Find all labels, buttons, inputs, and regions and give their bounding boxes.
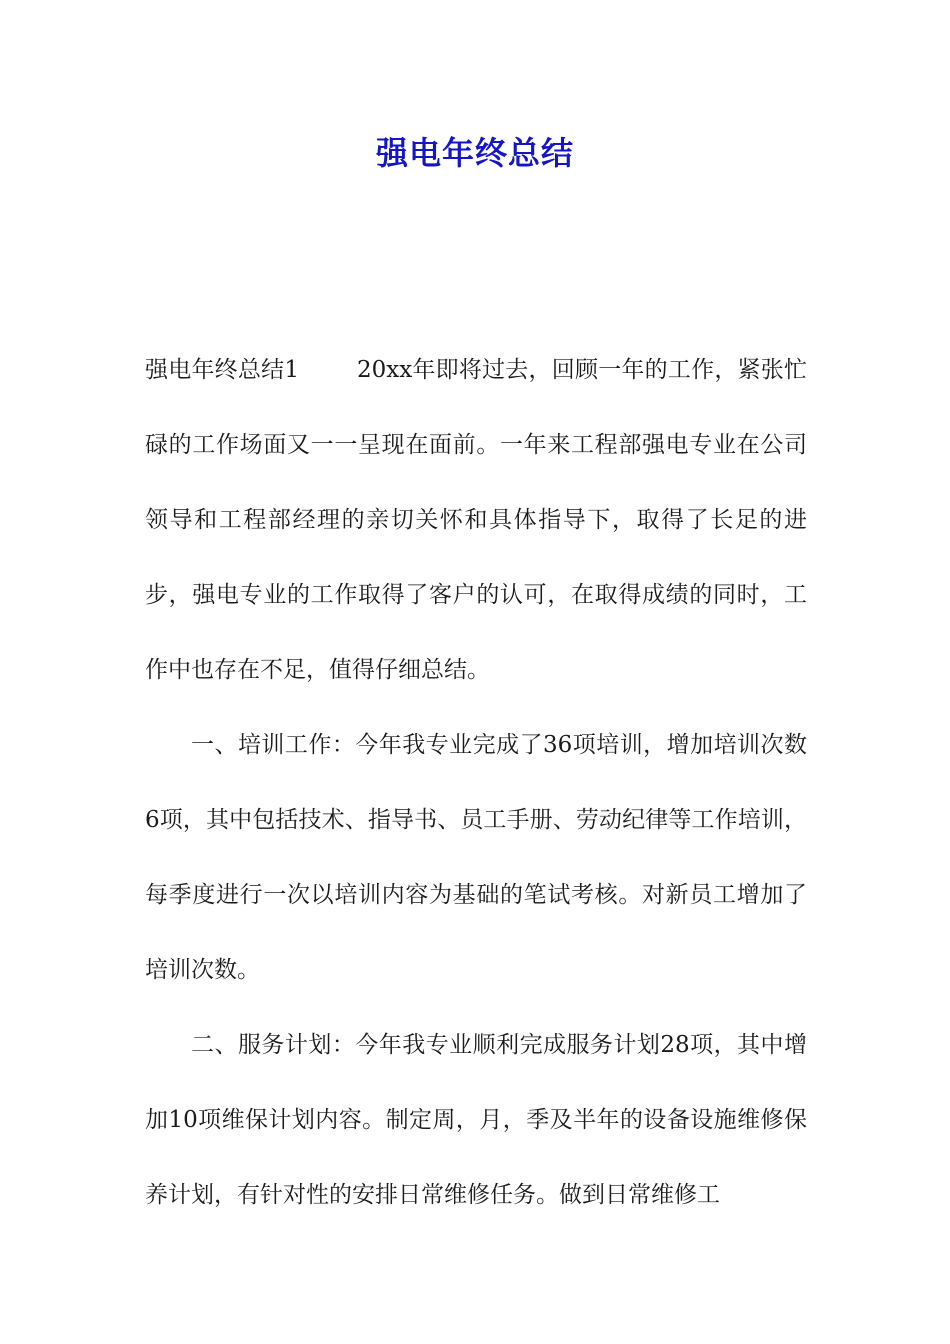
document-title: 强电年终总结	[375, 134, 574, 172]
paragraph-text: 20xx年即将过去，回顾一年的工作，紧张忙碌的工作场面又一一呈现在面前。一年来工程部强电专业在公司领导和工程部经理的亲切关怀和具体指导下，取得了长足的进步，强电专业的工作取得了客户的认可，在取得成绩的同时，工作中也存在不足，值得仔细总结。	[145, 357, 807, 683]
paragraph-service-plan: 二、服务计划：今年我专业顺利完成服务计划28项，其中增加10项维保计划内容。制定周，月，季及半年的设备设施维修保养计划，有针对性的安排日常维修任务。做到日常维修工	[145, 1032, 807, 1208]
document-body	[145, 333, 807, 1233]
paragraph-training: 一、培训工作：今年我专业完成了36项培训，增加培训次数6项，其中包括技术、指导书、员工手册、劳动纪律等工作培训，每季度进行一次以培训内容为基础的笔试考核。对新员工增加了培训次数。	[145, 732, 807, 983]
paragraph-intro	[145, 333, 807, 708]
inline-heading: 强电年终总结1	[145, 357, 299, 383]
